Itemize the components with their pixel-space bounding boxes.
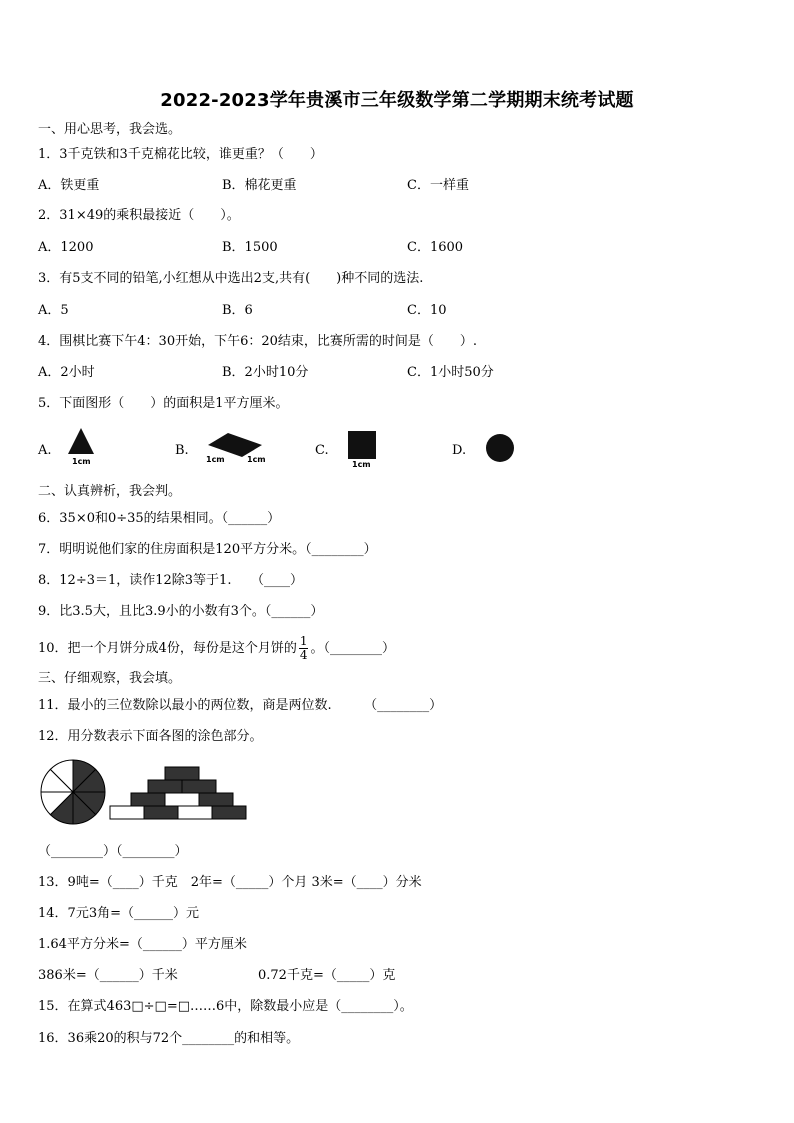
question-7: 7．明明说他们家的住房面积是120平方分米。（________） [38,542,377,557]
q10-fraction [299,635,309,662]
question-12: 12．用分数表示下面各图的涂色部分。 [38,729,263,744]
brick [165,793,199,806]
q3-option-a: A．5 [38,303,69,318]
brick [148,780,182,793]
q2-option-b: B．1500 [222,240,278,255]
q4-option-a: A．2小时 [38,365,95,380]
question-8: 8．12÷3＝1，读作12除3等于1. （____） [38,573,303,588]
q5-option-a: A. [38,443,52,458]
q5-a-unit: 1cm [72,457,91,466]
q1-option-a: A．铁更重 [38,178,100,193]
circle-shape [484,432,516,464]
question-3: 3．有5支不同的铅笔,小红想从中选出2支,共有( )种不同的选法. [38,271,424,286]
q2-option-a: A．1200 [38,240,94,255]
q5-option-b: B. [175,443,189,458]
q12-answer-blanks: （________）（________） [38,844,188,859]
question-14c-b: 0.72千克=（_____）克 [258,968,396,983]
square-shape [347,430,377,460]
q1-option-b: B．棉花更重 [222,178,297,193]
triangle-shape [66,426,96,458]
question-9: 9．比3.5大，且比3.9小的小数有3个。（______） [38,604,324,619]
brick [144,806,178,819]
q4-option-b: B．2小时10分 [222,365,309,380]
q10-numerator: 1 [299,634,308,648]
q10-denominator: 4 [299,648,308,662]
question-16: 16．36乘20的积与72个________的和相等。 [38,1031,300,1046]
brick-figure [108,766,248,822]
question-5: 5．下面图形（ ）的面积是1平方厘米。 [38,396,289,411]
question-14: 14．7元3角=（______）元 [38,906,199,921]
question-14b: 1.64平方分米=（______）平方厘米 [38,937,247,952]
brick [178,806,212,819]
q5-option-c: C. [315,443,329,458]
q5-c-unit: 1cm [352,460,371,469]
brick [199,793,233,806]
q5-b-unit-2: 1cm [247,455,266,464]
brick [165,767,199,780]
section-1-heading: 一、用心思考，我会选。 [38,122,182,137]
brick [182,780,216,793]
question-1: 1．3千克铁和3千克棉花比较，谁更重？（ ） [38,147,323,162]
pie-figure [39,758,107,826]
question-13: 13．9吨=（____）千克 2年=（_____）个月 3米=（____）分米 [38,875,422,890]
brick [131,793,165,806]
brick [212,806,246,819]
q1-option-c: C．一样重 [407,178,469,193]
question-14c-a: 386米=（______）千米 [38,968,178,983]
section-2-heading: 二、认真辨析，我会判。 [38,484,182,499]
q3-option-b: B．6 [222,303,253,318]
q3-option-c: C．10 [407,303,447,318]
q10-text: 10．把一个月饼分成4份，每份是这个月饼的 [38,641,297,656]
question-11: 11．最小的三位数除以最小的两位数，商是两位数. （________） [38,698,443,713]
q10-blank: 。（________） [310,641,395,656]
page-title: 2022-2023学年贵溪市三年级数学第二学期期末统考试题 [160,90,634,111]
q2-option-c: C．1600 [407,240,464,255]
q4-option-c: C．1小时50分 [407,365,494,380]
question-4: 4．围棋比赛下午4：30开始，下午6：20结束，比赛所需的时间是（ ）. [38,334,478,349]
question-2: 2．31×49的乘积最接近（ ）。 [38,208,240,223]
question-15: 15．在算式463□÷□=□……6中，除数最小应是（________）。 [38,999,413,1014]
question-10 [38,634,395,664]
question-6: 6．35×0和0÷35的结果相同。（______） [38,511,281,526]
q5-option-d: D. [452,443,467,458]
section-3-heading: 三、仔细观察，我会填。 [38,671,182,686]
brick [110,806,144,819]
q5-b-unit-1: 1cm [206,455,225,464]
